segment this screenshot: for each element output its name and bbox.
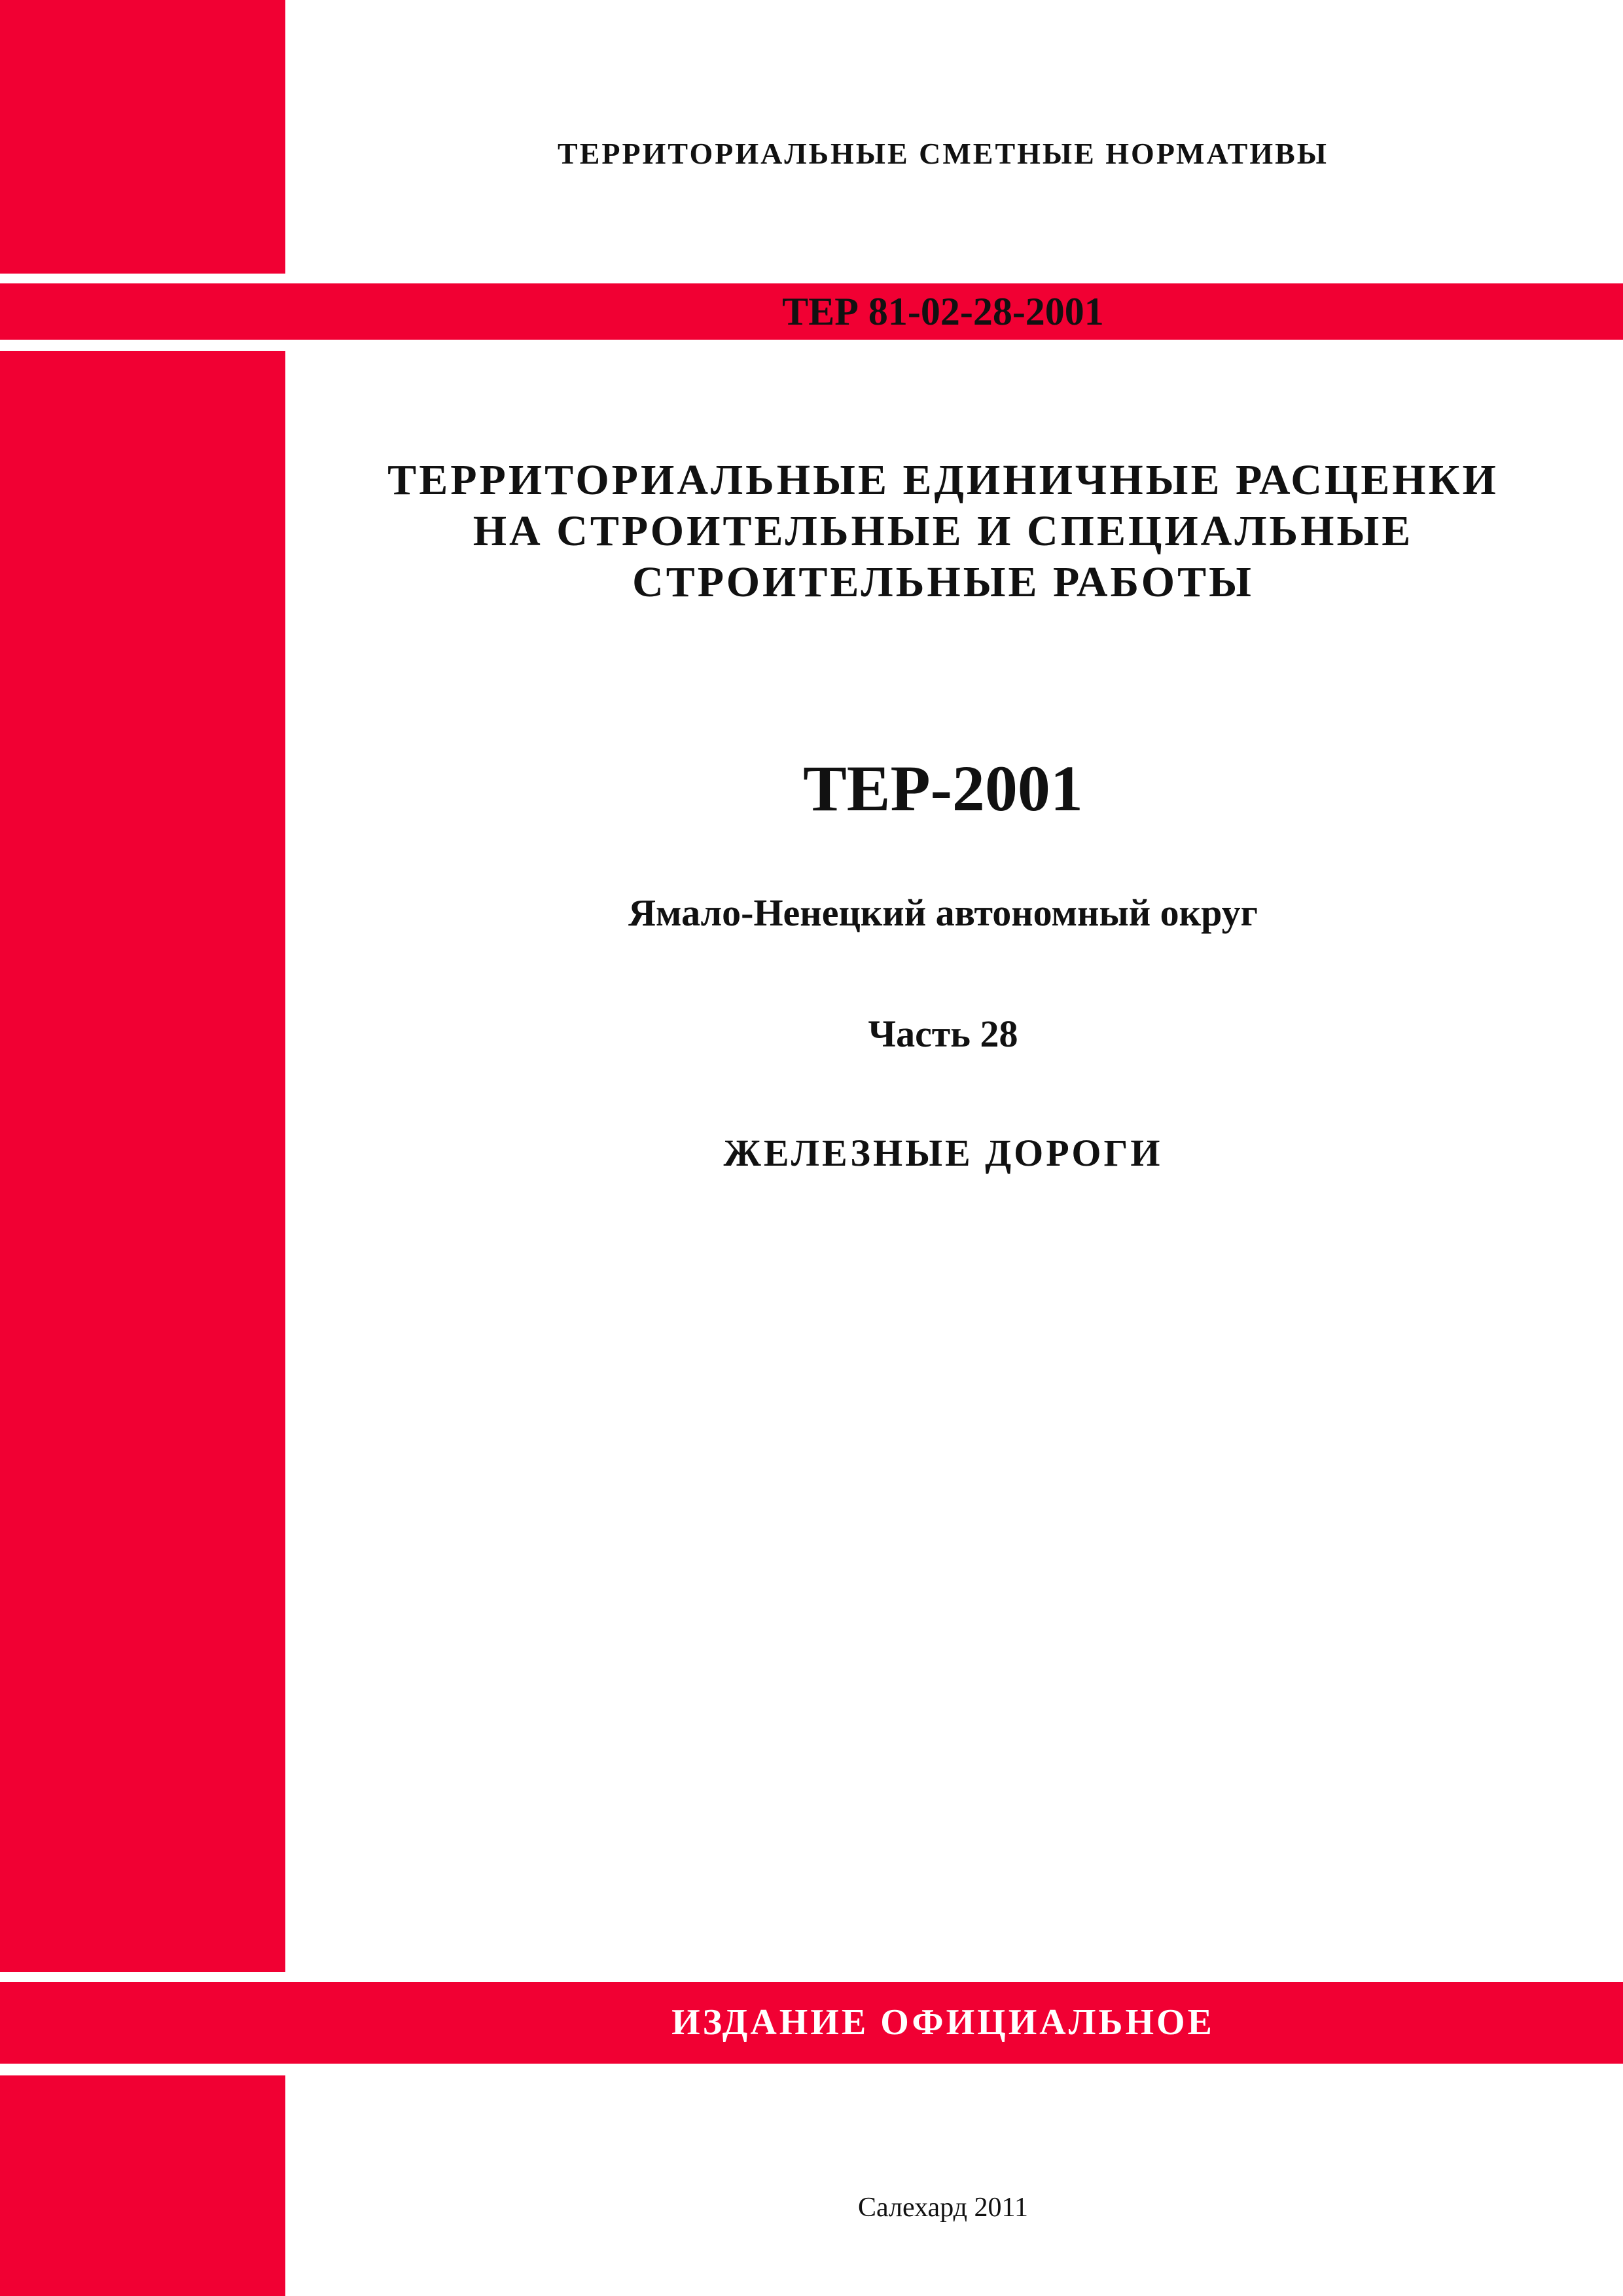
collection-code: ТЕР-2001 (803, 752, 1083, 825)
left-red-bar-top (0, 0, 285, 274)
official-edition-label: ИЗДАНИЕ ОФИЦИАЛЬНОЕ (671, 2002, 1215, 2043)
subject-title: ЖЕЛЕЗНЫЕ ДОРОГИ (723, 1132, 1163, 1174)
title-line-2: НА СТРОИТЕЛЬНЫЕ И СПЕЦИАЛЬНЫЕ (473, 507, 1414, 555)
title-line-1: ТЕРРИТОРИАЛЬНЫЕ ЕДИНИЧНЫЕ РАСЦЕНКИ (387, 456, 1499, 504)
region-name: Ямало-Ненецкий автономный округ (628, 891, 1258, 934)
left-red-bar-bottom (0, 2075, 285, 2296)
document-title (285, 455, 1601, 608)
title-line-3: СТРОИТЕЛЬНЫЕ РАБОТЫ (632, 558, 1254, 606)
city-year: Салехард 2011 (858, 2193, 1028, 2223)
part-number: Часть 28 (868, 1013, 1018, 1055)
left-red-bar-middle (0, 351, 285, 1972)
document-code: ТЕР 81-02-28-2001 (782, 290, 1104, 333)
cover-header: ТЕРРИТОРИАЛЬНЫЕ СМЕТНЫЕ НОРМАТИВЫ (558, 137, 1329, 170)
